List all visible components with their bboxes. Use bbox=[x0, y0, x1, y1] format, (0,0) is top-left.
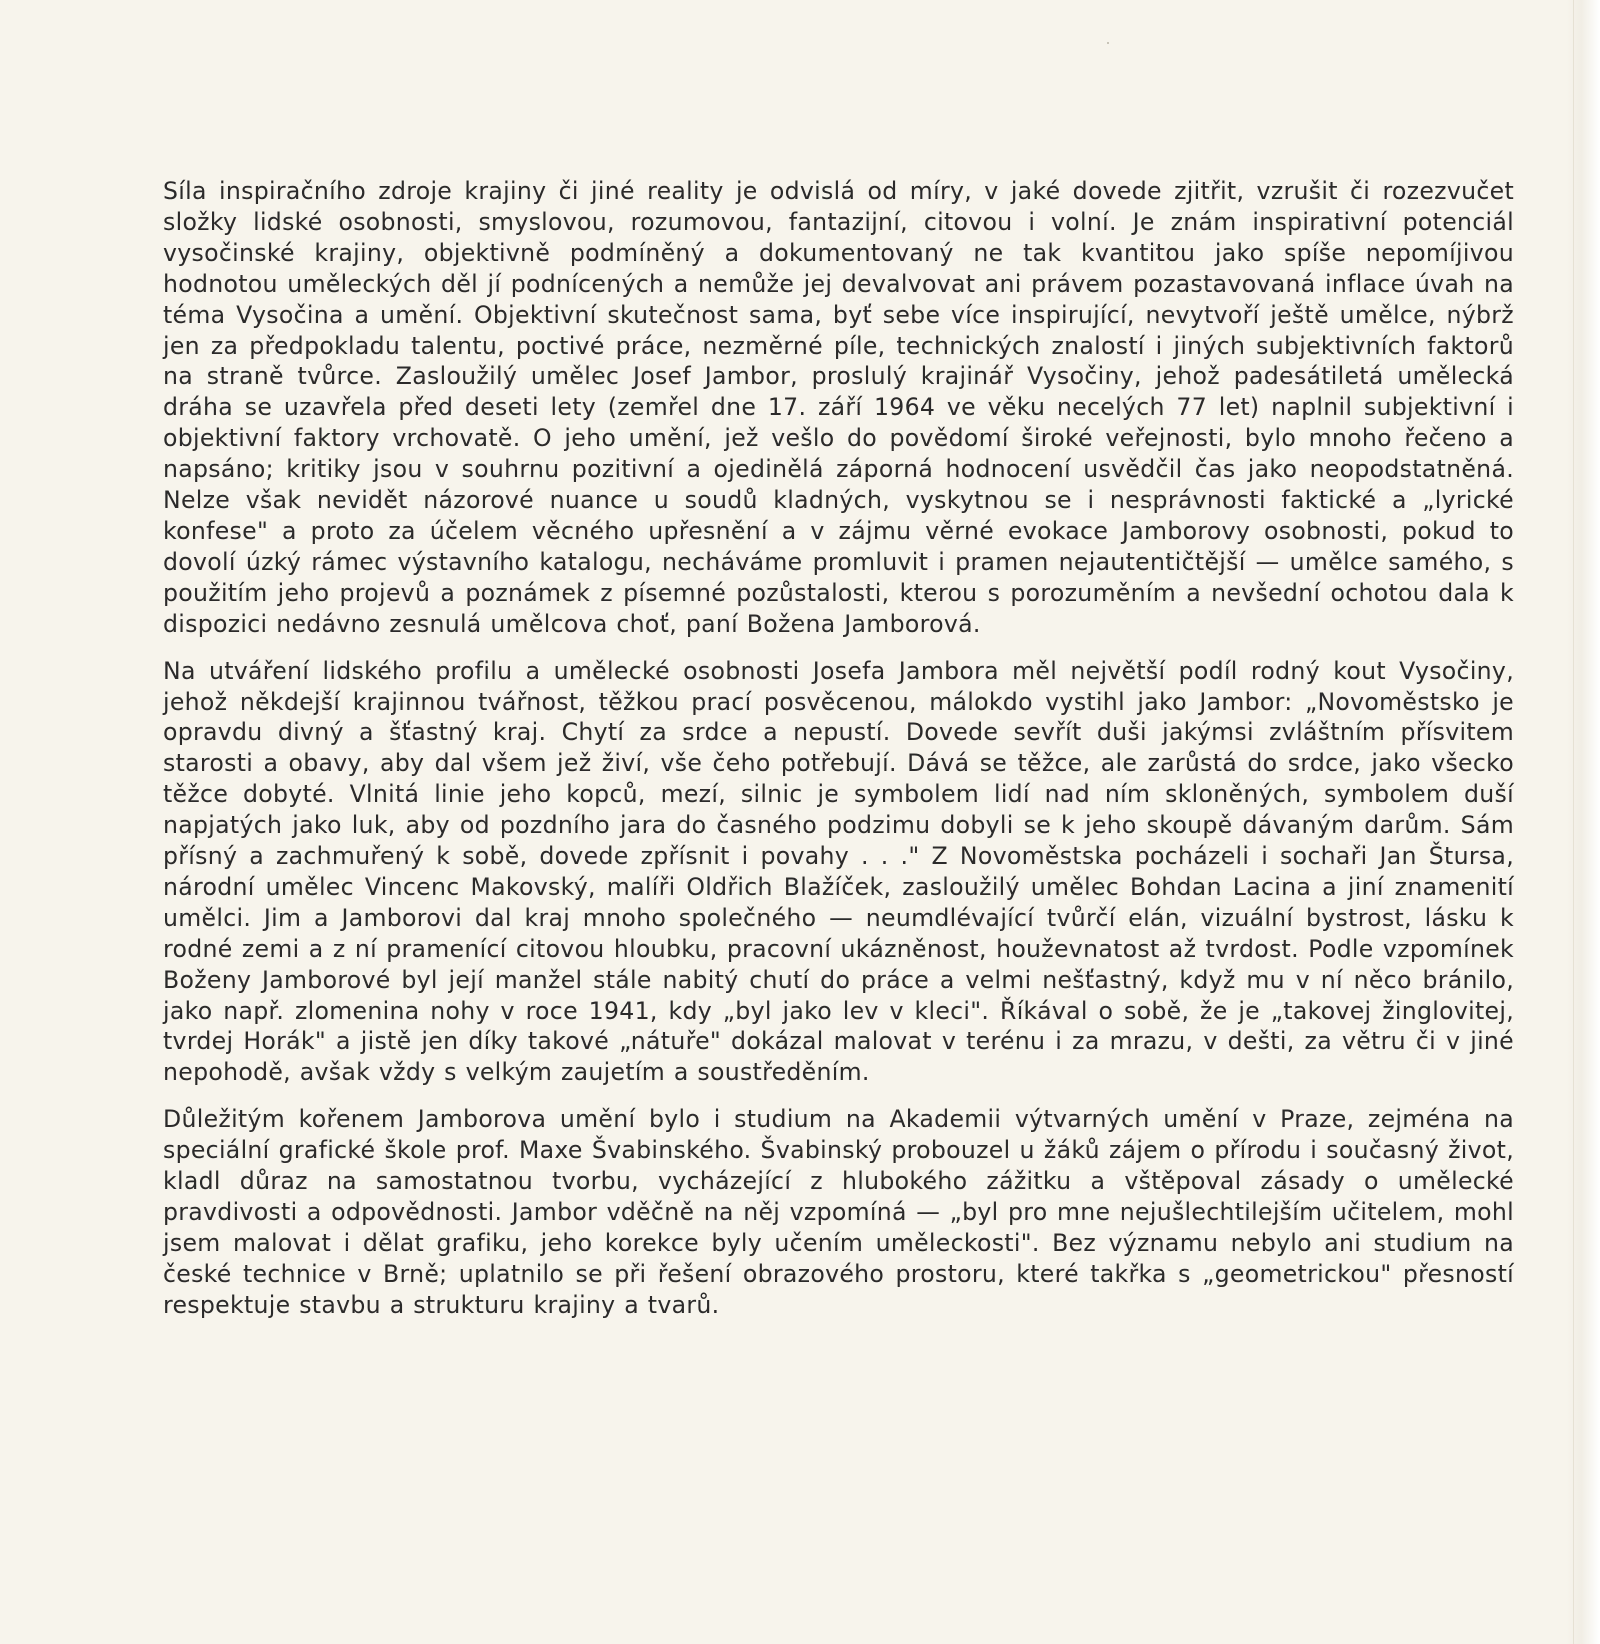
paper-speck bbox=[1107, 42, 1109, 44]
paragraph-2: Na utváření lidského profilu a umělecké osobnosti Josefa Jambora měl největší podíl rodný kout Vysočiny, jehož někdejší krajinnou tvářnost, těžkou prací posvěcenou, málokdo vystihl jako Jambor: „Novoměstsko je opravdu divný a šťastný kraj. Chytí za srdce a nepustí. Dovede sevřít duši jakýmsi zvláštním přísvitem starosti a obavy, aby dal všem jež živí, vše čeho potřebují. Dává se těžce, ale zarůstá do srdce, jako všecko těžce dobyté. Vlnitá linie jeho kopců, mezí, silnic je symbolem lidí nad ním skloněných, symbolem duší napjatých jako luk, aby od pozdního jara do časného podzimu dobyli se k jeho skoupě dávaným darům. Sám přísný a zachmuřený k sobě, dovede zpřísnit i povahy . . ." Z Novoměstska pocházeli i sochaři Jan Štursa, národní umělec Vincenc Makovský, malíři Oldřich Blažíček, zasloužilý umělec Bohdan Lacina a jiní znamenití umělci. Jim a Jamborovi dal kraj mnoho společného — neumdlévající tvůrčí elán, vizuální bystrost, lásku k rodné zemi a z ní pramenící citovou hloubku, pracovní ukázněnost, houževnatost až tvrdost. Podle vzpomínek Boženy Jamborové byl její manžel stále nabitý chutí do práce a velmi nešťastný, když mu v ní něco bránilo, jako např. zlomenina nohy v roce 1941, kdy „byl jako lev v kleci". Říkával o sobě, že je „takovej žinglovitej, tvrdej Horák" a jistě jen díky takové „nátuře" dokázal malovat v terénu i za mrazu, v dešti, za větru či v jiné nepohodě, avšak vždy s velkým zaujetím a soustředěním. bbox=[163, 656, 1514, 1087]
body-text bbox=[163, 176, 1514, 1321]
paragraph-1: Síla inspiračního zdroje krajiny či jiné reality je odvislá od míry, v jaké dovede zjitřit, vzrušit či rozezvučet složky lidské osobnosti, smyslovou, rozumovou, fantazijní, citovou i volní. Je znám inspirativní potenciál vysočinské krajiny, objektivně podmíněný a dokumentovaný ne tak kvantitou jako spíše nepomíjivou hodnotou uměleckých děl jí podnícených a nemůže jej devalvovat ani právem pozastavovaná inflace úvah na téma Vysočina a umění. Objektivní skutečnost sama, byť sebe více inspirující, nevytvoří ještě umělce, nýbrž jen za předpokladu talentu, poctivé práce, nezměrné píle, technických znalostí i jiných subjektivních faktorů na straně tvůrce. Zasloužilý umělec Josef Jambor, proslulý krajinář Vysočiny, jehož padesátiletá umělecká dráha se uzavřela před deseti lety (zemřel dne 17. září 1964 ve věku necelých 77 let) naplnil subjektivní i objektivní faktory vrchovatě. O jeho umění, jež vešlo do povědomí široké veřejnosti, bylo mnoho řečeno a napsáno; kritiky jsou v souhrnu pozitivní a ojedinělá záporná hodnocení usvědčil čas jako neopodstatněná. Nelze však nevidět názorové nuance u soudů kladných, vyskytnou se i nesprávnosti faktické a „lyrické konfese" a proto za účelem věcného upřesnění a v zájmu věrné evokace Jamborovy osobnosti, pokud to dovolí úzký rámec výstavního katalogu, necháváme promluvit i pramen nejautentičtější — umělce samého, s použitím jeho projevů a poznámek z písemné pozůstalosti, kterou s porozuměním a nevšední ochotou dala k dispozici nedávno zesnulá umělcova choť, paní Božena Jamborová. bbox=[163, 177, 1514, 638]
page-edge bbox=[1566, 0, 1600, 1644]
paragraph-3: Důležitým kořenem Jamborova umění bylo i studium na Akademii výtvarných umění v Praze, zejména na speciální grafické škole prof. Maxe Švabinského. Švabinský probouzel u žáků zájem o přírodu i současný život, kladl důraz na samostatnou tvorbu, vycházející z hlubokého zážitku a vštěpoval zásady o umělecké pravdivosti a odpovědnosti. Jambor vděčně na něj vzpomíná — „byl pro mne nejušlechtilejším učitelem, mohl jsem malovat i dělat grafiku, jeho korekce byly učením uměleckosti". Bez významu nebylo ani studium na české technice v Brně; uplatnilo se při řešení obrazového prostoru, které takřka s „geometrickou" přesností respektuje stavbu a strukturu krajiny a tvarů. bbox=[163, 1105, 1514, 1319]
page-edge-line bbox=[1573, 0, 1574, 1644]
